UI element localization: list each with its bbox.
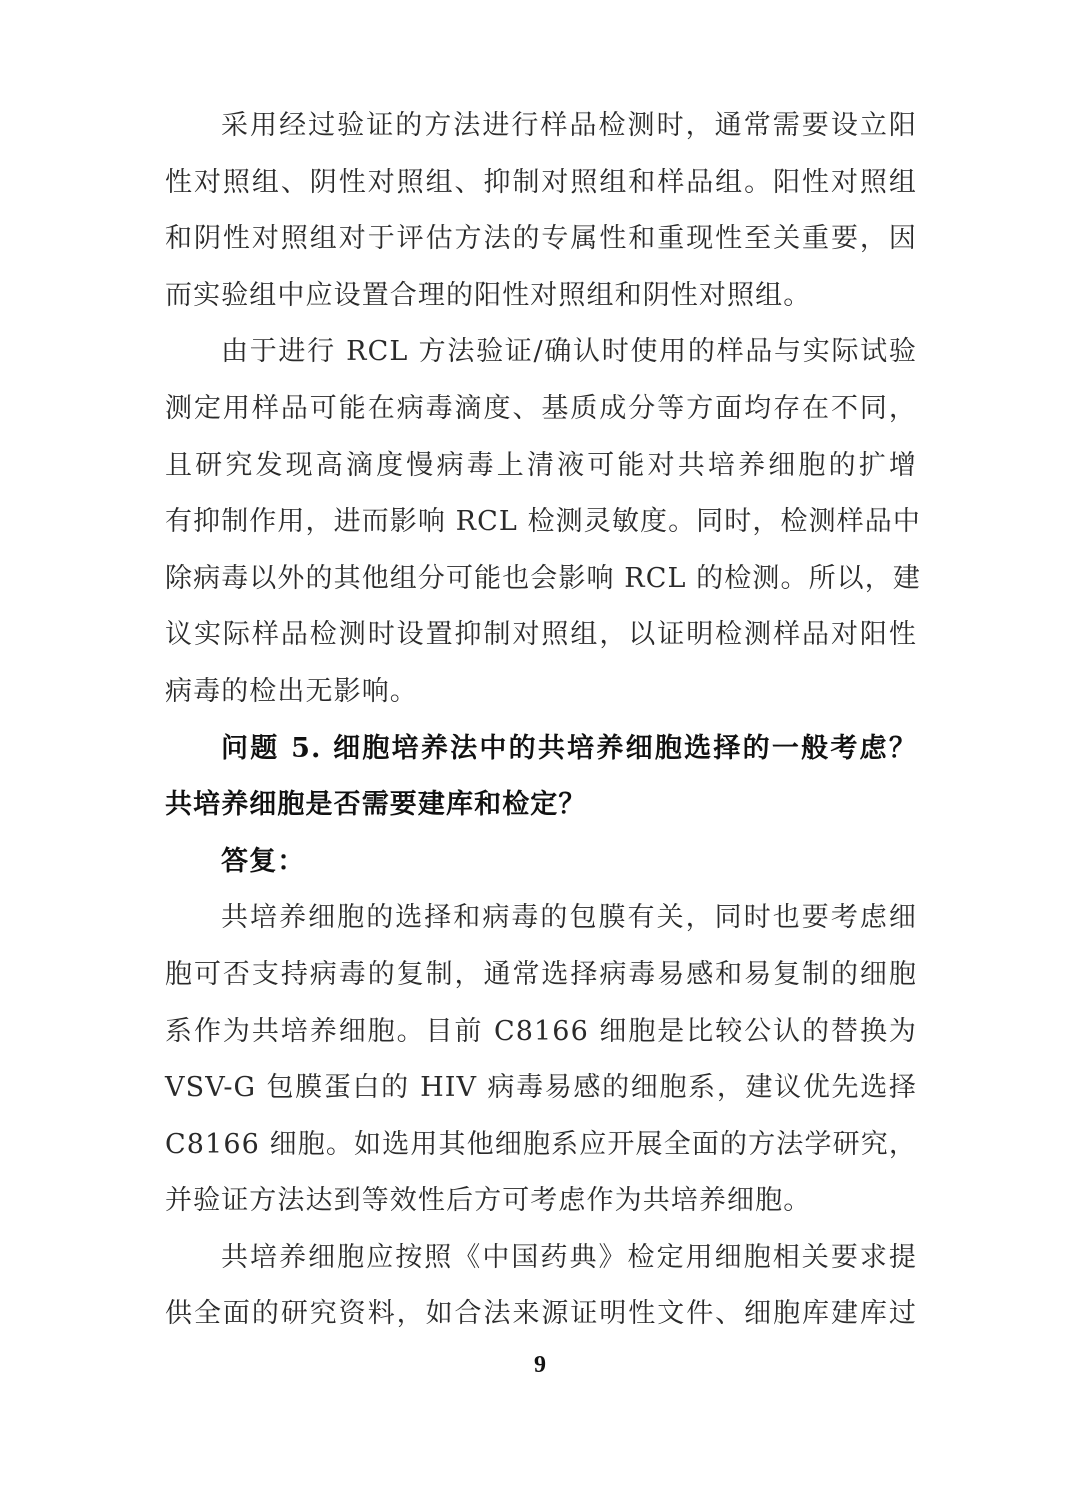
text-line: 测定用样品可能在病毒滴度、基质成分等方面均存在不同， xyxy=(165,392,917,424)
text-line: 共培养细胞的选择和病毒的包膜有关，同时也要考虑细 xyxy=(221,902,917,934)
text-line: 而实验组中应设置合理的阳性对照组和阴性对照组。 xyxy=(165,279,812,311)
text-line: 胞可否支持病毒的复制，通常选择病毒易感和易复制的细胞 xyxy=(165,958,917,990)
text-line: 和阴性对照组对于评估方法的专属性和重现性至关重要，因 xyxy=(165,223,917,255)
text-line: 采用经过验证的方法进行样品检测时，通常需要设立阳 xyxy=(221,110,917,141)
text-line: 性对照组、阴性对照组、抑制对照组和样品组。阳性对照组 xyxy=(165,166,917,198)
text-line: 并验证方法达到等效性后方可考虑作为共培养细胞。 xyxy=(165,1185,812,1217)
page-number: 9 xyxy=(534,1352,546,1378)
text-line: 除病毒以外的其他组分可能也会影响 RCL 的检测。所以，建 xyxy=(165,562,921,594)
text-line: 供全面的研究资料，如合法来源证明性文件、细胞库建库过 xyxy=(165,1298,917,1330)
question-heading xyxy=(165,721,917,834)
heading-line: 答复： xyxy=(221,845,306,877)
answer-label xyxy=(165,834,917,891)
text-line: 病毒的检出无影响。 xyxy=(165,675,418,707)
text-line: C8166 细胞。如选用其他细胞系应开展全面的方法学研究， xyxy=(165,1128,917,1160)
heading-line: 共培养细胞是否需要建库和检定？ xyxy=(165,789,587,821)
paragraph-1 xyxy=(165,98,917,324)
paragraph-4 xyxy=(165,1230,917,1343)
text-line: 议实际样品检测时设置抑制对照组，以证明检测样品对阳性 xyxy=(165,619,917,651)
text-line: 由于进行 RCL 方法验证/确认时使用的样品与实际试验 xyxy=(221,336,917,368)
heading-line: 问题 5. 细胞培养法中的共培养细胞选择的一般考虑？ xyxy=(221,732,917,764)
document-body xyxy=(165,98,921,1343)
text-line: 有抑制作用，进而影响 RCL 检测灵敏度。同时，检测样品中 xyxy=(165,506,921,538)
text-line: 共培养细胞应按照《中国药典》检定用细胞相关要求提 xyxy=(221,1241,917,1273)
paragraph-2 xyxy=(165,324,921,720)
paragraph-3 xyxy=(165,890,917,1230)
text-line: 系作为共培养细胞。目前 C8166 细胞是比较公认的替换为 xyxy=(165,1015,917,1047)
text-line: 且研究发现高滴度慢病毒上清液可能对共培养细胞的扩增 xyxy=(165,449,917,481)
text-line: VSV-G 包膜蛋白的 HIV 病毒易感的细胞系，建议优先选择 xyxy=(165,1072,917,1104)
